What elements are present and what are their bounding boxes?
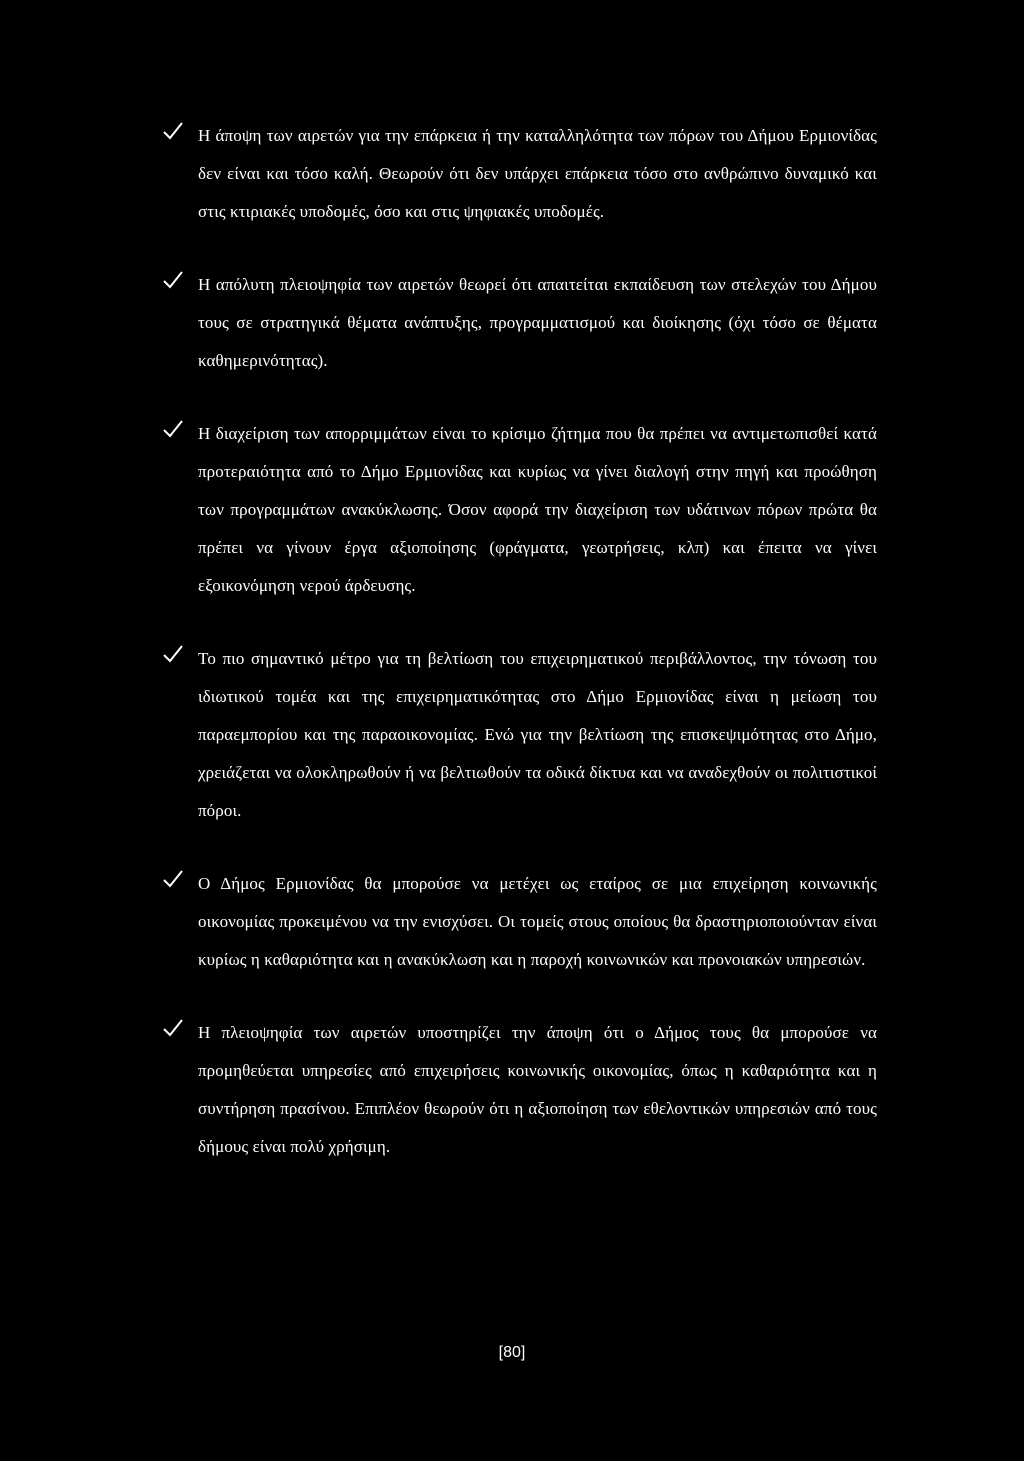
bullet-item bbox=[162, 266, 877, 380]
bullet-item bbox=[162, 865, 877, 979]
bullet-item bbox=[162, 1014, 877, 1166]
bullet-item bbox=[162, 640, 877, 830]
check-mark-icon bbox=[162, 269, 184, 291]
bullet-list bbox=[162, 117, 877, 1201]
bullet-text: Το πιο σημαντικό μέτρο για τη βελτίωση του επιχειρηματικού περιβάλλοντος, την τόνωση του ιδιωτικού τομέα και της επιχειρηματικότητας στο Δήμο Ερμιονίδας είναι η μείωση του παραεμπορίου και της παραοικονομίας. Ενώ για την βελτίωση της επισκεψιμότητας στο Δήμο, χρειάζεται να ολοκληρωθούν ή να βελτιωθούν τα οδικά δίκτυα και να αναδεχθούν οι πολιτιστικοί πόροι. bbox=[198, 649, 877, 820]
bullet-item bbox=[162, 415, 877, 605]
bullet-text: Ο Δήμος Ερμιονίδας θα μπορούσε να μετέχει ως εταίρος σε μια επιχείρηση κοινωνικής οικονομίας προκειμένου να την ενισχύσει. Οι τομείς στους οποίους θα δραστηριοποιούνταν είναι κυρίως η καθαριότητα και η ανακύκλωση και η παροχή κοινωνικών και προνοιακών υπηρεσιών. bbox=[198, 874, 877, 969]
bullet-text: Η διαχείριση των απορριμμάτων είναι το κρίσιμο ζήτημα που θα πρέπει να αντιμετωπισθεί κατά προτεραιότητα από το Δήμο Ερμιονίδας και κυρίως να γίνει διαλογή στην πηγή και προώθηση των προγραμμάτων ανακύκλωσης. Όσον αφορά την διαχείριση των υδάτινων πόρων πρώτα θα πρέπει να γίνουν έργα αξιοποίησης (φράγματα, γεωτρήσεις, κλπ) και έπειτα να γίνει εξοικονόμηση νερού άρδευσης. bbox=[198, 424, 877, 595]
bullet-item bbox=[162, 117, 877, 231]
check-mark-icon bbox=[162, 418, 184, 440]
bullet-text: Η άποψη των αιρετών για την επάρκεια ή την καταλληλότητα των πόρων του Δήμου Ερμιονίδας δεν είναι και τόσο καλή. Θεωρούν ότι δεν υπάρχει επάρκεια τόσο στο ανθρώπινο δυναμικό και στις κτιριακές υποδομές, όσο και στις ψηφιακές υποδομές. bbox=[198, 126, 877, 221]
bullet-text: Η απόλυτη πλειοψηφία των αιρετών θεωρεί ότι απαιτείται εκπαίδευση των στελεχών του Δήμου τους σε στρατηγικά θέματα ανάπτυξης, προγραμματισμού και διοίκησης (όχι τόσο σε θέματα καθημερινότητας). bbox=[198, 275, 877, 370]
check-mark-icon bbox=[162, 643, 184, 665]
page-number: [80] bbox=[498, 1344, 526, 1361]
check-mark-icon bbox=[162, 868, 184, 890]
check-mark-icon bbox=[162, 1017, 184, 1039]
bullet-text: Η πλειοψηφία των αιρετών υποστηρίζει την άποψη ότι ο Δήμος τους θα μπορούσε να προμηθεύεται υπηρεσίες από επιχειρήσεις κοινωνικής οικονομίας, όπως η καθαριότητα και η συντήρηση πρασίνου. Επιπλέον θεωρούν ότι η αξιοποίηση των εθελοντικών υπηρεσιών από τους δήμους είναι πολύ χρήσιμη. bbox=[198, 1023, 877, 1156]
check-mark-icon bbox=[162, 120, 184, 142]
